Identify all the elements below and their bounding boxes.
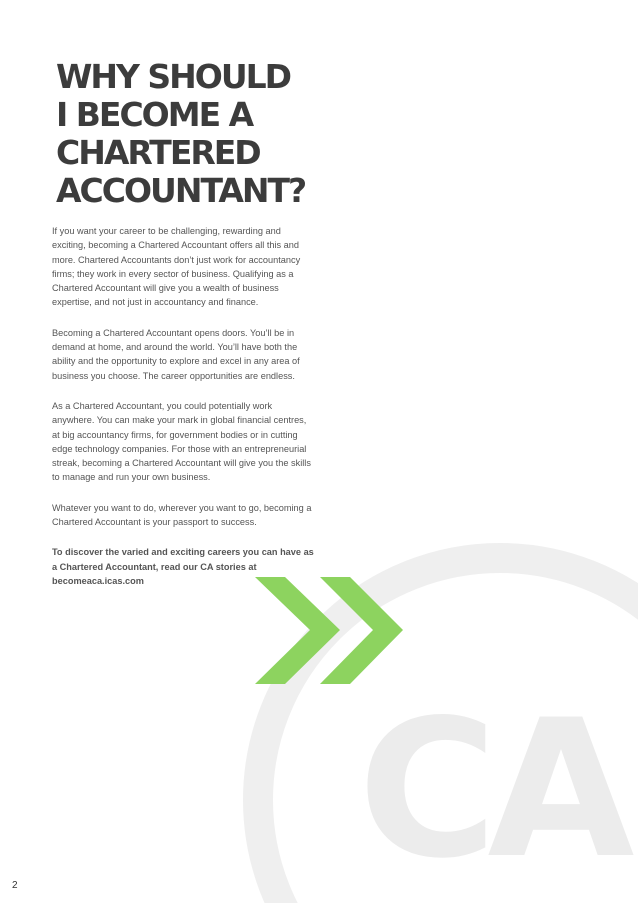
paragraph-passport: Whatever you want to do, wherever you want to go, becoming a Chartered Accountant is your passport to success. (52, 502, 312, 528)
paragraph-anywhere: As a Chartered Accountant, you could potentially work anywhere. You can make your mark in global financial centres, at big accountancy firms, for government bodies or in cutting edge technology companies. For those with an entrepreneurial streak, becoming a Chartered Accountant will give you the skills to manage and run your own business. (52, 400, 311, 483)
body-copy (52, 224, 314, 604)
title-line: I BECOME A (56, 95, 253, 134)
page-number: 2 (12, 880, 18, 891)
title-line: WHY SHOULD (56, 57, 291, 96)
paragraph-intro: If you want your career to be challenging, rewarding and exciting, becoming a Chartered Accountant offers all this and more. Chartered Accountants don’t just work for accountancy firms; they work in every sector of business. Qualifying as a Chartered Accountant will give you a wealth of business expertise, and not just in accountancy and finance. (52, 226, 301, 308)
watermark-text: CA (358, 679, 625, 900)
call-to-action: To discover the varied and exciting careers you can have as a Chartered Accountant, read our CA stories at becomeaca.icas.com (52, 547, 314, 586)
page-title (56, 58, 356, 210)
title-line: CHARTERED (56, 133, 260, 172)
title-line: ACCOUNTANT? (56, 171, 306, 210)
paragraph-opportunities: Becoming a Chartered Accountant opens doors. You’ll be in demand at home, and around the world. You’ll have both the ability and the opportunity to explore and excel in any area of business you choose. The career opportunities are endless. (52, 327, 300, 381)
